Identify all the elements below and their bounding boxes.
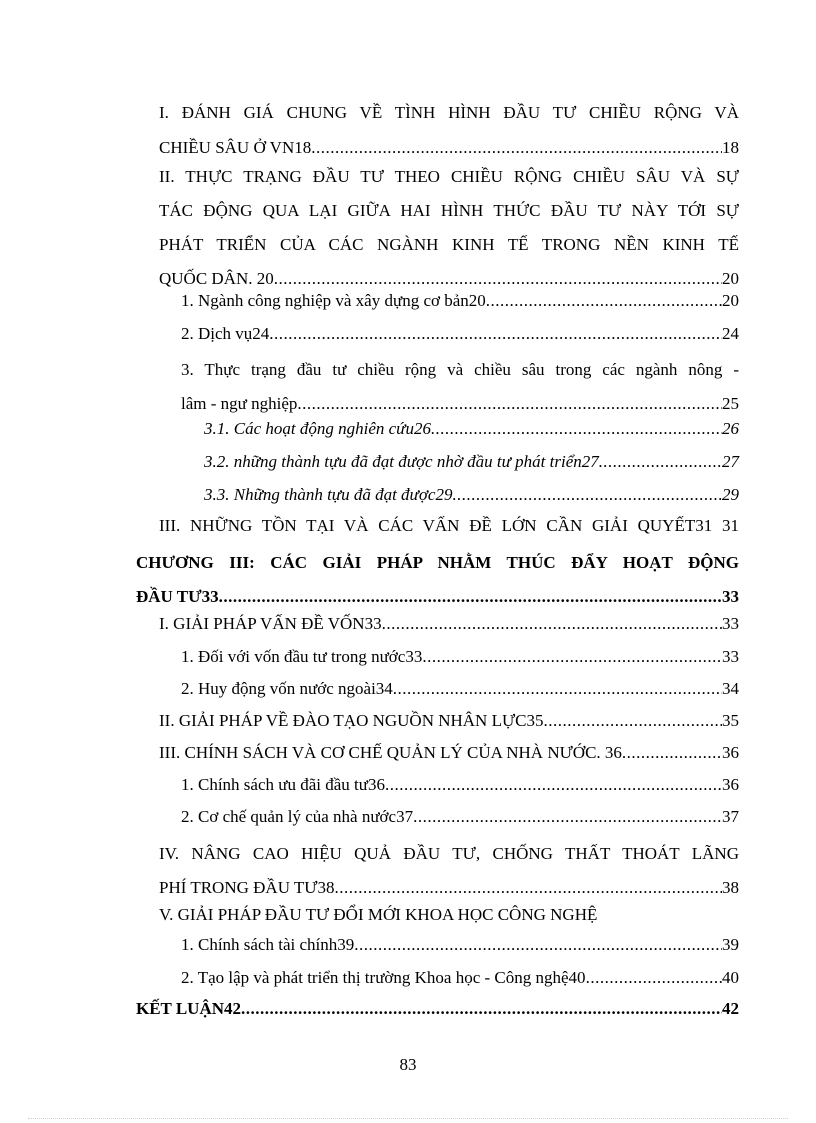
- toc-entry-text: I. ĐÁNH GIÁ CHUNG VỀ TÌNH HÌNH ĐẦU TƯ CHIỀU RỘNG VÀ: [159, 103, 739, 122]
- dot-leader: [413, 807, 722, 827]
- toc-page-number: 39: [722, 935, 739, 954]
- toc-entry-text: 3.2. những thành tựu đã đạt được nhờ đầu tư phát triển27: [204, 452, 599, 471]
- dot-leader: [297, 387, 722, 421]
- toc-entry-text: 3.1. Các hoạt động nghiên cứu26: [204, 419, 431, 438]
- toc-entry-thanh-tuu-dau-tu: [204, 452, 739, 472]
- toc-entry-text: 2. Tạo lập và phát triển thị trường Khoa học - Công nghệ40: [181, 968, 586, 987]
- dot-leader: [486, 291, 722, 311]
- dot-leader: [335, 871, 723, 905]
- dot-leader: [393, 679, 722, 699]
- toc-entry-hieu-qua: [159, 837, 739, 905]
- toc-entry-text: III. CHÍNH SÁCH VÀ CƠ CHẾ QUẢN LÝ CỦA NHÀ NƯỚC. 36: [159, 743, 622, 762]
- toc-entry-giai-phap-von: [159, 614, 739, 634]
- page-number: 83: [399, 1055, 417, 1074]
- toc-entry-text: 1. Chính sách ưu đãi đầu tư36: [181, 775, 385, 794]
- toc-entry-text: 1. Ngành công nghiệp và xây dựng cơ bản20: [181, 291, 486, 310]
- page-bottom-rule: [28, 1118, 788, 1119]
- toc-entry-thanh-tuu: [204, 485, 739, 505]
- toc-page-number: 26: [722, 419, 739, 438]
- toc-entry-nhan-luc: [159, 711, 739, 731]
- toc-entry-text: 2. Cơ chế quản lý của nhà nước37: [181, 807, 414, 826]
- toc-entry-chuong-iii: [136, 546, 739, 614]
- toc-page-number: 29: [722, 485, 739, 504]
- dot-leader: [219, 580, 722, 614]
- toc-entry-cong-nghiep: [181, 291, 739, 311]
- toc-entry-text: I. GIẢI PHÁP VẤN ĐỀ VỐN33: [159, 614, 382, 633]
- toc-entry-text: TÁC ĐỘNG QUA LẠI GIỮA HAI HÌNH THỨC ĐẦU TƯ NÀY TỚI SỰ: [159, 201, 739, 220]
- toc-entry-text: CHIỀU SÂU Ở VN18: [159, 138, 312, 157]
- toc-entry-chinh-sach-nha-nuoc: [159, 743, 739, 763]
- toc-entry-text: III. NHỮNG TỒN TẠI VÀ CÁC VẤN ĐỀ LỚN CẦN GIẢI QUYẾT31 31: [159, 516, 739, 535]
- toc-entry-text: KẾT LUẬN42: [136, 999, 242, 1018]
- toc-entry-leader-line: [159, 871, 739, 905]
- dot-leader: [599, 452, 722, 472]
- toc-page-number: 33: [722, 614, 739, 633]
- toc-entry-text: 3. Thực trạng đầu tư chiều rộng và chiều sâu trong các ngành nông -: [181, 360, 739, 379]
- toc-page-number: 27: [722, 452, 739, 471]
- toc-page-number: 36: [722, 775, 739, 794]
- toc-entry-tai-chinh: [181, 935, 739, 955]
- dot-leader: [382, 614, 722, 634]
- toc-entry-uu-dai: [181, 775, 739, 795]
- toc-entry-von-trong-nuoc: [181, 647, 739, 667]
- toc-entry-co-che-quan-ly: [181, 807, 739, 827]
- toc-page-number: 38: [722, 878, 739, 897]
- toc-page-number: 34: [722, 679, 739, 698]
- toc-entry-ton-tai: [159, 516, 739, 536]
- dot-leader: [385, 775, 722, 795]
- toc-entry-text: 3.3. Những thành tựu đã đạt được29: [204, 485, 453, 504]
- dot-leader: [241, 999, 722, 1019]
- toc-entry-text: II. THỰC TRẠNG ĐẦU TƯ THEO CHIỀU RỘNG CHIỀU SÂU VÀ SỰ: [159, 167, 739, 186]
- toc-entry-text: II. GIẢI PHÁP VỀ ĐÀO TẠO NGUỒN NHÂN LỰC35: [159, 711, 544, 730]
- toc-entry-text: PHÁT TRIỂN CỦA CÁC NGÀNH KINH TẾ TRONG NỀN KINH TẾ: [159, 235, 739, 254]
- toc-page-number: 20: [722, 291, 739, 310]
- dot-leader: [422, 647, 722, 667]
- dot-leader: [431, 419, 722, 439]
- toc-page-number: 35: [722, 711, 739, 730]
- dot-leader: [544, 711, 722, 731]
- toc-page-number: 18: [722, 138, 739, 157]
- dot-leader: [622, 743, 722, 763]
- toc-entry-nghien-cuu: [204, 419, 739, 439]
- dot-leader: [586, 968, 722, 988]
- toc-entry-text: IV. NÂNG CAO HIỆU QUẢ ĐẦU TƯ, CHỐNG THẤT THOÁT LÃNG: [159, 844, 739, 863]
- toc-entry-nong-lam-ngu: [181, 353, 739, 421]
- toc-entry-text: 2. Dịch vụ24: [181, 324, 270, 343]
- toc-page-number: 33: [722, 587, 739, 606]
- toc-entry-khoa-hoc-cong-nghe: [159, 905, 739, 925]
- toc-entry-text: QUỐC DÂN. 20: [159, 269, 274, 288]
- toc-entry-danh-gia-chung: [159, 95, 739, 165]
- toc-page-number: 33: [722, 647, 739, 666]
- toc-page-number: 37: [722, 807, 739, 826]
- dot-leader: [354, 935, 722, 955]
- toc-entry-text: 2. Huy động vốn nước ngoài34: [181, 679, 393, 698]
- toc-entry-thi-truong: [181, 968, 739, 988]
- toc-entry-text: ĐẦU TƯ33: [136, 587, 219, 606]
- toc-entry-text: PHÍ TRONG ĐẦU TƯ38: [159, 878, 335, 897]
- toc-entry-text: CHƯƠNG III: CÁC GIẢI PHÁP NHẰM THÚC ĐẨY HOẠT ĐỘNG: [136, 553, 739, 572]
- toc-entry-text: 1. Chính sách tài chính39: [181, 935, 355, 954]
- toc-page-number: 25: [722, 394, 739, 413]
- toc-entry-text: 1. Đối với vốn đầu tư trong nước33: [181, 647, 423, 666]
- toc-entry-ket-luan: [136, 999, 739, 1019]
- toc-entry-von-nuoc-ngoai: [181, 679, 739, 699]
- toc-page-number: 36: [722, 743, 739, 762]
- toc-entry-thuc-trang-dau-tu: [159, 160, 739, 296]
- toc-page-number: 24: [722, 324, 739, 343]
- toc-entry-text: V. GIẢI PHÁP ĐẦU TƯ ĐỔI MỚI KHOA HỌC CÔNG NGHỆ: [159, 905, 598, 924]
- toc-page-number: 42: [722, 999, 739, 1018]
- dot-leader: [269, 324, 722, 344]
- toc-page-number: 40: [722, 968, 739, 987]
- toc-entry-leader-line: [181, 387, 739, 421]
- dot-leader: [452, 485, 722, 505]
- toc-entry-dich-vu: [181, 324, 739, 344]
- toc-page-number: 20: [722, 269, 739, 288]
- toc-entry-leader-line: [136, 580, 739, 614]
- toc-entry-text: lâm - ngư nghiệp: [181, 394, 298, 413]
